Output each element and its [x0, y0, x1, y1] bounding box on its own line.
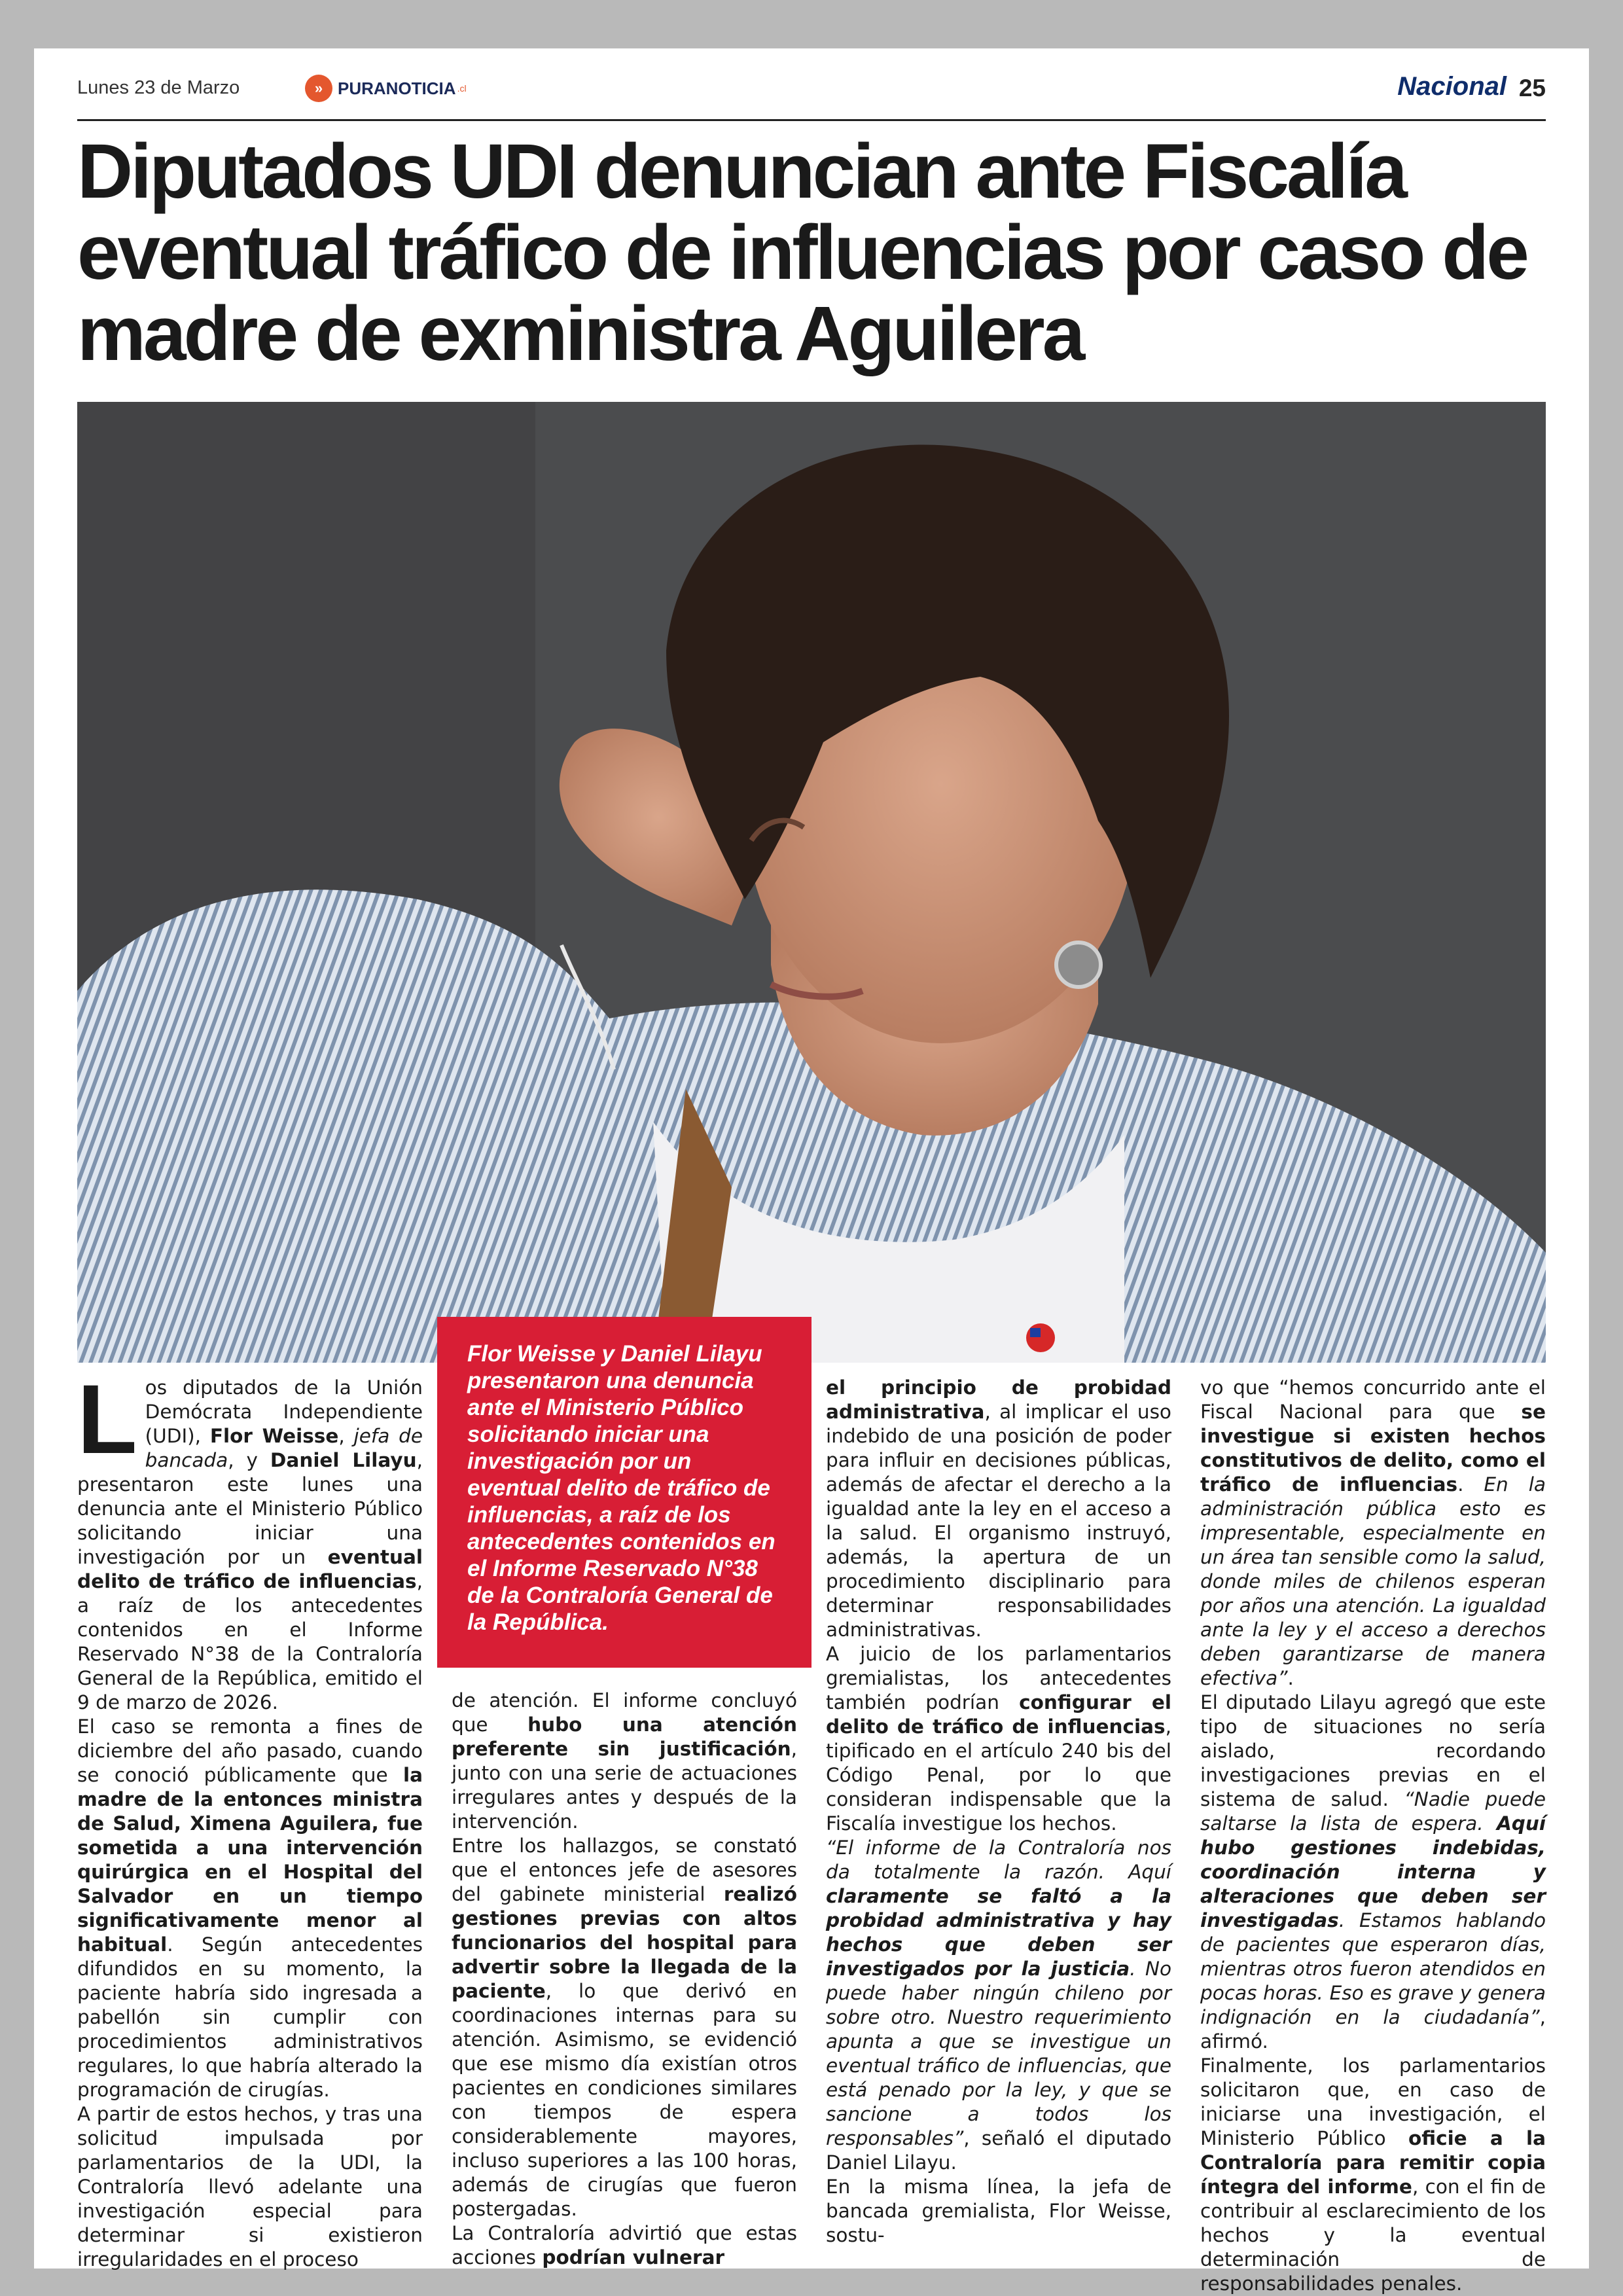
- pull-quote-box: [437, 1317, 812, 1668]
- article-photo: [77, 402, 1546, 1363]
- article-column-4: vo que “hemos concurrido ante el Fiscal Nacional para que se investigue si existen hechos constitutivos de delito, como el tráfico de influencias. En la administración pública esto es impresentable, especialmente en un área tan sensible como la salud, donde miles de chilenos esperan por años una atención. La igualdad ante la ley y el acceso a derechos deben garantizarse de manera efectiva”. El diputado Lilayu agregó que este tipo de situaciones no sería aislado, recordando investigaciones previas en el sistema de salud. “Nadie puede saltarse la lista de espera. Aquí hubo gestiones indebidas, coordinación interna y alteraciones que deben ser investigadas. Estamos hablando de pacientes que esperaron días, mientras otros fueron atendidos en pocas horas. Eso es grave y genera indignación en la ciudadanía”, afirmó. Finalmente, los parlamentarios solicitaron que, en caso de iniciarse una investigación, el Ministerio Público oficie a la Contraloría para remitir copia íntegra del informe, con el fin de contribuir al esclarecimiento de los hechos y la eventual determinación de responsabilidades penales.: [1200, 1376, 1546, 2295]
- portrait-illustration: [77, 402, 1546, 1363]
- pull-quote-text: Flor Weisse y Daniel Lilayu presentaron una denuncia ante el Ministerio Público solicitando iniciar una investigación por un eventual delito de tráfico de influencias, a raíz de los antecedentes contenidos en el Informe Reservado N°38 de la Contraloría General de la República.: [467, 1341, 776, 1635]
- logo-chevrons-icon: »: [305, 75, 332, 102]
- logo-text: PURANOTICIA: [338, 78, 456, 98]
- article-column-3: el principio de probidad administrativa, al implicar el uso indebido de una posición de poder para influir en decisiones públicas, además de afectar el derecho a la igualdad ante la ley en el acceso a la salud. El organismo instruyó, además, la apertura de un procedimiento disciplinario para determinar responsabilidades administrativas. A juicio de los parlamentarios gremialistas, los antecedentes también podrían configurar el delito de tráfico de influencias, tipificado en el artículo 240 bis del Código Penal, por lo que consideran indispensable que la Fiscalía investigue los hechos. “El informe de la Contraloría nos da totalmente la razón. Aquí claramente se faltó a la probidad administrativa y hay hechos que deben ser investigados por la justicia. No puede haber ningún chileno por sobre otro. Nuestro requerimiento apunta a que se investigue un eventual tráfico de influencias, que está penado por la ley, y que se sancione a todos los responsables”, señaló el diputado Daniel Lilayu. En la misma línea, la jefa de bancada gremialista, Flor Weisse, sostu-: [826, 1376, 1171, 2246]
- article-column-2: de atención. El informe concluyó que hubo una atención preferente sin justificación, junto con una serie de actuaciones irregulares antes y después de la intervención. Entre los hallazgos, se constató que el entonces jefe de asesores del gabinete ministerial realizó gestiones previas con altos funcionarios del hospital para advertir sobre la llegada de la paciente, lo que derivó en coordinaciones internas para su atención. Asimismo, se evidenció que ese mismo día existían otros pacientes en condiciones similares con tiempos de espera considerablemente mayores, incluso superiores a las 100 horas, además de cirugías que fueron postergadas. La Contraloría advirtió que estas acciones podrían vulnerar: [452, 1689, 797, 2269]
- header-date: Lunes 23 de Marzo: [77, 77, 240, 98]
- page-number: 25: [1518, 75, 1546, 101]
- page-header: [77, 72, 1546, 121]
- puranoticia-logo: [305, 75, 467, 102]
- headline: Diputados UDI denuncian ante Fiscalía eventual tráfico de influencias por caso de madre de exministra Aguilera: [77, 128, 1527, 377]
- logo-suffix: .cl: [457, 83, 467, 94]
- article-column-1: Los diputados de la Unión Demócrata Independiente (UDI), Flor Weisse, jefa de bancada, y Daniel Lilayu, presentaron este lunes una denuncia ante el Ministerio Público solicitando iniciar una investigación por un eventual delito de tráfico de influencias, a raíz de los antecedentes contenidos en el Informe Reservado N°38 de la Contraloría General de la República, emitido el 9 de marzo de 2026. El caso se remonta a fines de diciembre del año pasado, cuando se conoció públicamente que la madre de la entonces ministra de Salud, Ximena Aguilera, fue sometida a una intervención quirúrgica en el Hospital del Salvador en un tiempo significativamente menor al habitual. Según antecedentes difundidos en su momento, la paciente habría sido ingresada a pabellón sin cumplir con procedimientos administrativos regulares, lo que habría alterado la programación de cirugías. A partir de estos hechos, y tras una solicitud impulsada por parlamentarios de la UDI, la Contraloría llevó adelante una investigación especial para determinar si existieron irregularidades en el proceso: [77, 1364, 423, 2270]
- section-name: Nacional: [1397, 72, 1507, 101]
- drop-cap: L: [77, 1364, 137, 1474]
